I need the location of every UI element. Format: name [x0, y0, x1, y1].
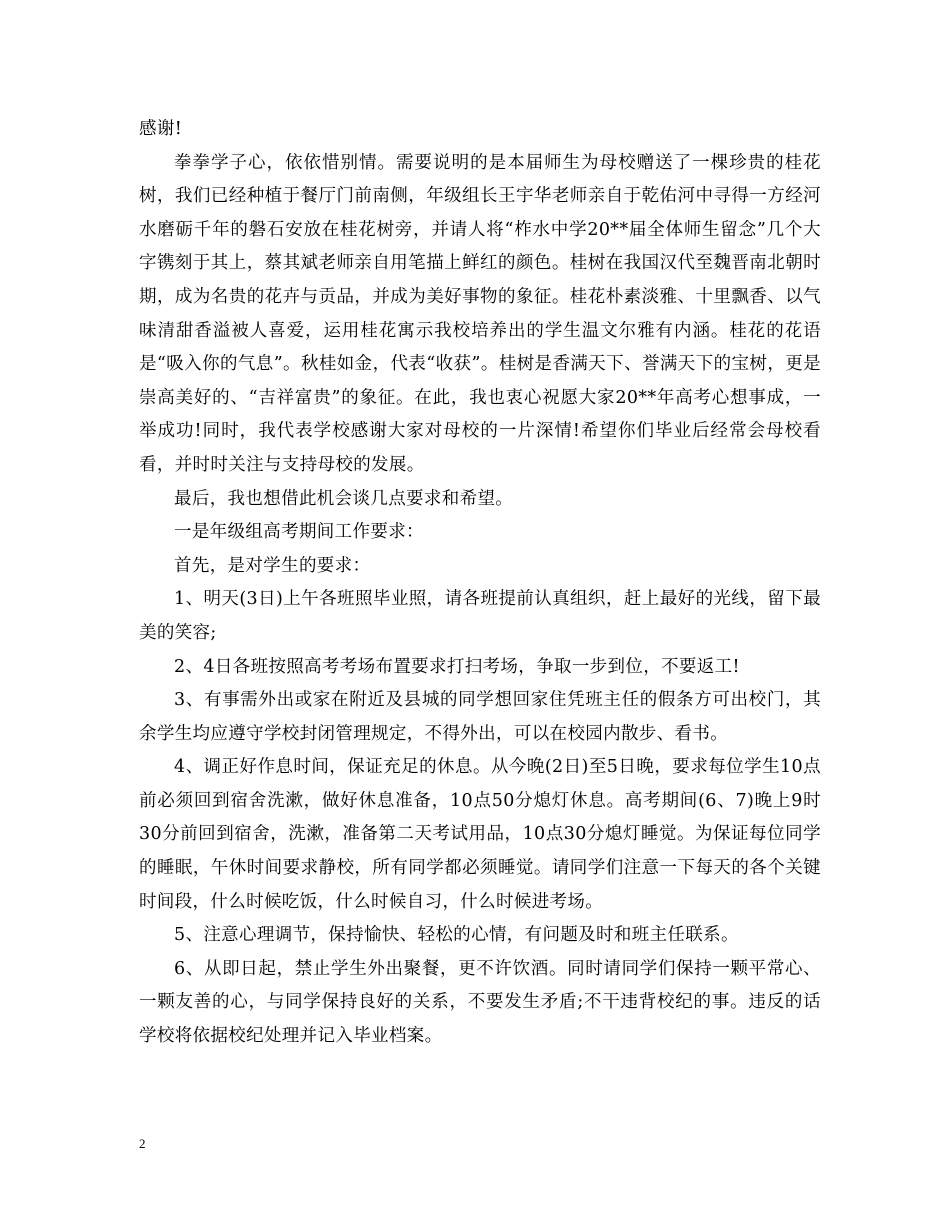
paragraph-item-6: 6、从即日起，禁止学生外出聚餐，更不许饮酒。同时请同学们保持一颗平常心、一颗友善的心，与同学保持良好的关系，不要发生矛盾;不干违背校纪的事。违反的话学校将依据校纪处理并记入毕业档案。	[139, 958, 821, 1047]
paragraph-item-3: 3、有事需外出或家在附近及县城的同学想回家住凭班主任的假条方可出校门，其余学生均应遵守学校封闭管理规定，不得外出，可以在校园内散步、看书。	[139, 690, 821, 744]
paragraph-finally: 最后，我也想借此机会谈几点要求和希望。	[174, 488, 514, 509]
paragraph-work-requirements: 一是年级组高考期间工作要求：	[174, 522, 424, 543]
paragraph-student-requirements: 首先，是对学生的要求：	[174, 555, 371, 576]
paragraph-item-1: 1、明天(3日)上午各班照毕业照，请各班提前认真组织，赶上最好的光线，留下最美的笑容;	[139, 589, 821, 643]
paragraph-item-4: 4、调正好作息时间，保证充足的休息。从今晚(2日)至5日晚，要求每位学生10点前必须回到宿舍洗漱，做好休息准备，10点50分熄灯休息。高考期间(6、7)晚上9时30分前回到宿舍，洗漱，准备第二天考试用品，10点30分熄灯睡觉。为保证每位同学的睡眠，午休时间要求静校，所有同学都必须睡觉。请同学们注意一下每天的各个关键时间段，什么时候吃饭，什么时候自习，什么时候进考场。	[139, 757, 821, 912]
document-body	[139, 113, 821, 1054]
paragraph-item-2: 2、4日各班按照高考考场布置要求打扫考场，争取一步到位，不要返工!	[174, 656, 740, 677]
paragraph-thanks: 感谢!	[139, 119, 183, 139]
paragraph-item-5: 5、注意心理调节，保持愉快、轻松的心情，有问题及时和班主任联系。	[174, 925, 739, 946]
paragraph-osmanthus-tree: 拳拳学子心，依依惜别情。需要说明的是本届师生为母校赠送了一棵珍贵的桂花树，我们已经种植于餐厅门前南侧，年级组长王宇华老师亲自于乾佑河中寻得一方经河水磨砺千年的磐石安放在桂花树旁，并请人将“柞水中学20**届全体师生留念”几个大字镌刻于其上，蔡其斌老师亲自用笔描上鲜红的颜色。桂树在我国汉代至魏晋南北朝时期，成为名贵的花卉与贡品，并成为美好事物的象征。桂花朴素淡雅、十里飘香、以气味清甜香溢被人喜爱，运用桂花寓示我校培养出的学生温文尔雅有内涵。桂花的花语是“吸入你的气息”。秋桂如金，代表“收获”。桂树是香满天下、誉满天下的宝树，更是崇高美好的、“吉祥富贵”的象征。在此，我也衷心祝愿大家20**年高考心想事成，一举成功!同时，我代表学校感谢大家对母校的一片深情!希望你们毕业后经常会母校看看，并时时关注与支持母校的发展。	[139, 152, 821, 475]
page-number: 2	[139, 1136, 146, 1151]
